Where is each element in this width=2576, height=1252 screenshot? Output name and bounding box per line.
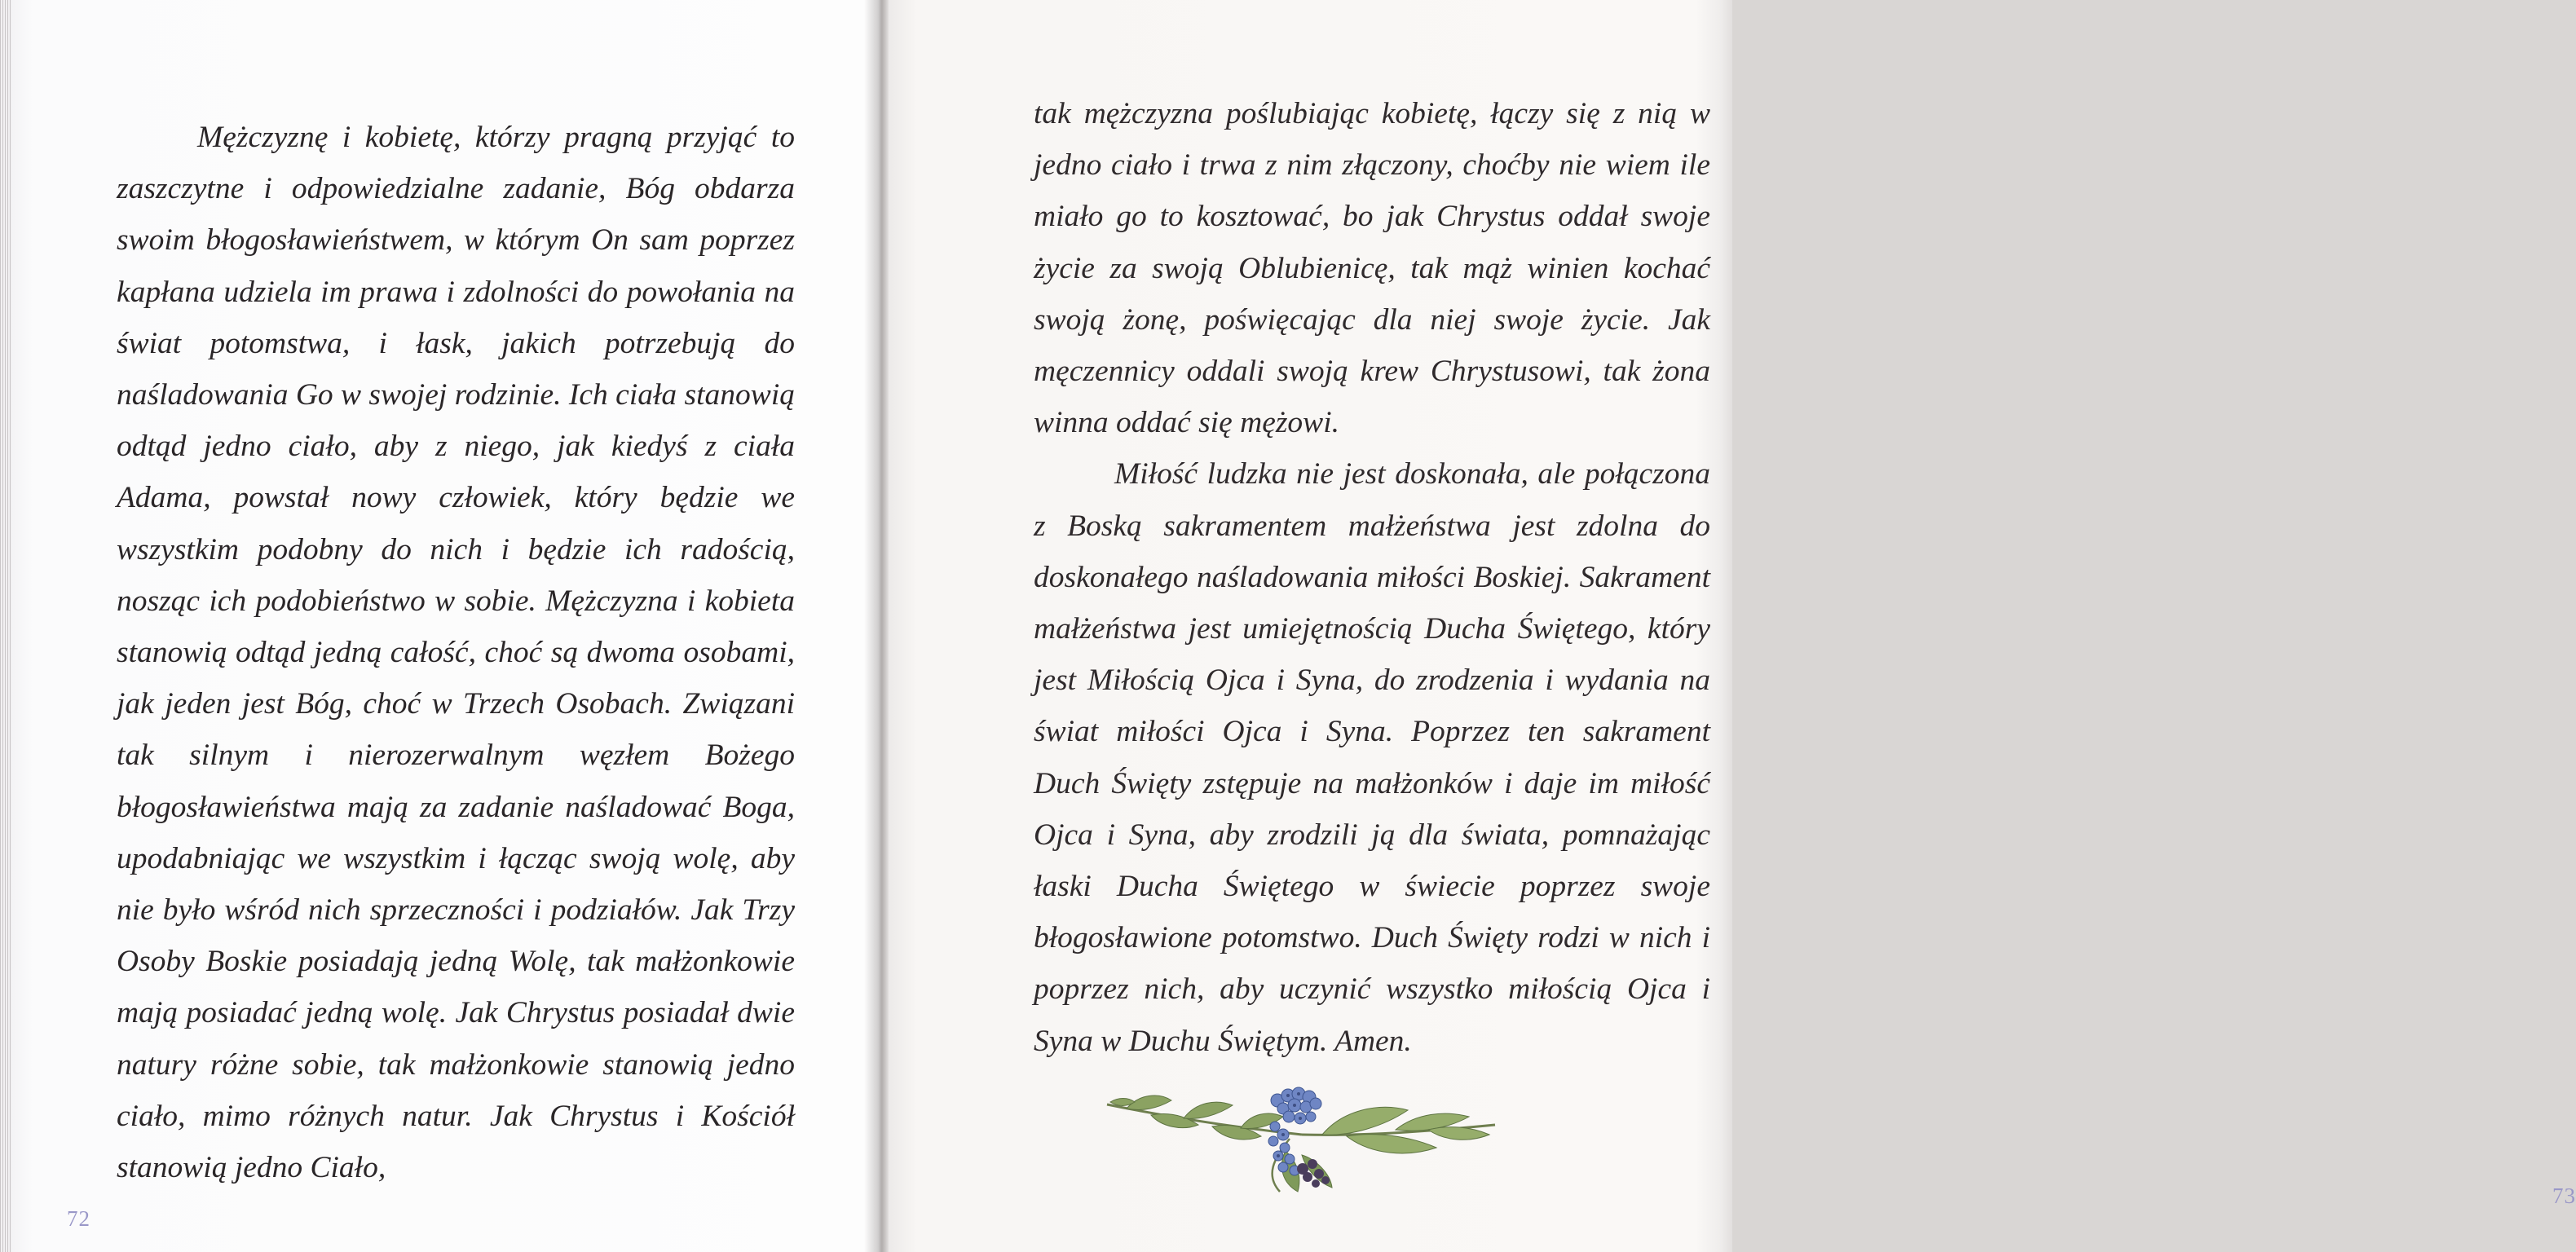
right-continuation-paragraph: tak mężczyzna poślubiając kobietę, łączy się z nią w jedno ciało i trwa z nim złączony, choćby nie wiem ile miało go to kosztować, bo jak Chrystus oddał swoje życie za swoją Oblubienicę, tak mąż winien kochać swoją żonę, poświęcając dla niej swoje życie. Jak męczennicy oddali swoją krew Chrystusowi, tak żona winna oddać się mężowi. — [1034, 97, 1710, 440]
page-number-left: 72 — [67, 1206, 90, 1231]
right-page — [882, 0, 2576, 1252]
left-paragraph-1: Mężczyznę i kobietę, którzy pragną przyjąć to zaszczytne i odpowiedzialne zadanie, Bóg obdarza swoim błogosławieństwem, w którym On sam poprzez kapłana udziela im prawa i zdolności do powołania na świat potomstwa, i łask, jakich potrzebują do naśladowania Go w swojej rodzinie. Ich ciała stanowią odtąd jedno ciało, aby z niego, jak kiedyś z ciała Adama, powstał nowy człowiek, który będzie we wszystkim podobny do nich i będzie ich radością, nosząc ich podobieństwo w sobie. Mężczyzna i kobieta stanowią odtąd jedną całość, choć są dwoma osobami, jak jeden jest Bóg, choć w Trzech Osobach. Związani tak silnym i nierozerwalnym węzłem Bożego błogosławieństwa mają za zadanie naśladować Boga, upodabniając we wszystkim i łącząc swoją wolę, aby nie było wśród nich sprzeczności i podziałów. Jak Trzy Osoby Boskie posiadają jedną Wolę, tak małżonkowie mają posiadać jedną wolę. Jak Chrystus posiadał dwie natury różne sobie, tak małżonkowie stanowią jedno ciało, mimo różnych natur. Jak Chrystus i Kościół stanowią jedno Ciało, — [117, 121, 795, 1185]
left-page — [0, 0, 879, 1252]
right-page-text — [1034, 88, 1710, 1067]
flower-sprig-ornament-icon — [1102, 1078, 1498, 1200]
left-page-text — [117, 112, 795, 1193]
right-paragraph-2: Miłość ludzka nie jest doskonała, ale połączona z Boską sakramentem małżeństwa jest zdolna do doskonałego naśladowania miłości Boskiej. Sakrament małżeństwa jest umiejętnością Ducha Świętego, który jest Miłością Ojca i Syna, do zrodzenia i wydania na świat miłości Ojca i Syna. Poprzez ten sakrament Duch Święty zstępuje na małżonków i daje im miłość Ojca i Syna, aby zrodzili ją dla świata, pomnażając łaski Ducha Świętego w świecie poprzez swoje błogosławione potomstwo. Duch Święty rodzi w nich i poprzez nich, aby uczynić wszystko miłością Ojca i Syna w Duchu Świętym. Amen. — [1034, 457, 1710, 1058]
page-number-right: 73 — [2552, 1184, 2576, 1208]
page-edges — [0, 0, 11, 1252]
